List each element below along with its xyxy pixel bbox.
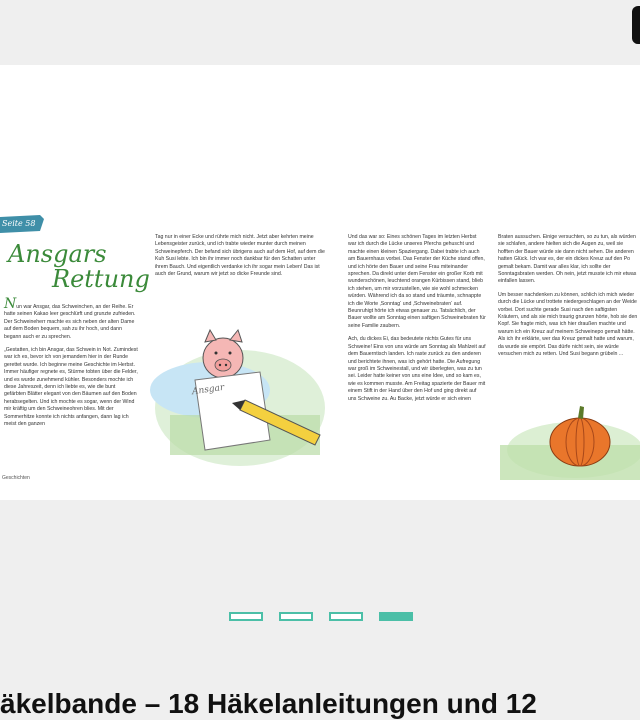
page-badge-label: Seite 58 bbox=[2, 219, 36, 228]
story-title-line1: Ansgars bbox=[8, 240, 107, 268]
carousel-dot-1[interactable] bbox=[229, 612, 263, 621]
col4-paragraph-1: Braten aussuchen. Einige versuchten, so zu tun, als würden sie schlafen, andere hielten sich die Augen zu, weil sie hofften der Bauer würde sie dann nicht sehen. Die anderen hatten Glück. Ich war es, der ein dickes Kreuz auf den Po gemalt bekam. Damit war alles klar, ich sollte der Sonntagsbraten werden. Oh nein, jetzt musste ich mir etwas einfallen lassen. bbox=[498, 234, 637, 285]
window-corner bbox=[632, 6, 640, 44]
col1-paragraph-2: „Gestatten, ich bin Ansgar, das Schwein in Not. Zumindest war ich es, bevor ich von jemandem hier in der Runde gerettet wurde. Ich beginne meine Geschichte im Herbst. Immer häufiger regnete es, Stürme tobten über die Felder, und es wurde zunehmend kühler. Besonders mochte ich diese Jahreszeit, denn ich liebte es, wie die bunt gefärbten Blätter elegant von den Bäumen auf den Boden herabsegelten. Und ich mochte es sogar, wenn der Wind mir kräftig um den Schweineohren blies. Mit der Sommerhitze konnte ich nichts anfangen, dann lag ich meist den ganzen bbox=[4, 347, 138, 428]
text-column-4 bbox=[498, 234, 638, 365]
story-title-line2: Rettung bbox=[52, 265, 150, 293]
pig-illustration bbox=[150, 320, 330, 470]
col2-paragraph-1: Tag nur in einer Ecke und rührte mich nicht. Jetzt aber kehrten meine Lebensgeister zurück, und ich trabte wieder munter durch meinen Schweinepferch. Der befand sich übrigens auch auf dem Hof, auf dem die Kuh Susi lebte. Ich bin ihr immer noch dankbar für den Schatten unter ihrem Bauch. Und eigentlich verdanke ich ihr sogar mein Leben! Das ist auch der Grund, warum wir jetzt so dicke Freunde sind. bbox=[155, 234, 325, 278]
product-title: äkelbande – 18 Häkelanleitungen und 12 bbox=[0, 688, 537, 719]
text-column-1 bbox=[4, 296, 138, 435]
carousel-dot-3[interactable] bbox=[329, 612, 363, 621]
book-spread-image[interactable] bbox=[0, 65, 640, 500]
paper-handwriting: Ansgar bbox=[191, 382, 225, 398]
page-footer-note: Geschichten bbox=[2, 475, 30, 481]
col3-paragraph-2: Ach, du dickes Ei, das bedeutete nichts Gutes für uns Schweine! Eins von uns würde am Sonntag als Mahlzeit auf dem Bauerntisch landen. Ich raste zurück zu den anderen und berichtete ihnen, was ich gehört hatte. Die Aufregung war groß im Schweinestall, und wir überlegten, was zu tun sei. Leider hatte keiner von uns eine Idee, und so kam es, wie es kommen musste. Am Freitag spazierte der Bauer mit einem Stift in der Hand über den Hof und ging direkt auf uns Schweine zu. Au Backe, jetzt würde er sich einen bbox=[348, 336, 486, 402]
dropcap: N bbox=[4, 296, 17, 312]
carousel-dot-2[interactable] bbox=[279, 612, 313, 621]
col4-paragraph-2: Um besser nachdenken zu können, schlich ich mich wieder durch die Lücke und trottete niedergeschlagen an der Weide vorbei. Dort suchte gerade Susi nach den saftigsten Kräutern, und als sie mich traurig grunzen hörte, hob sie den Kopf. Sie fragte mich, was ich hier draußen machte und warum ich ein Kreuz auf meinem Schweinepo gemalt hätte. Als ich ihr erklärte, wer das Kreuz gemalt hatte und warum, da wurde sie empört. Das dürfe nicht sein, sie würde versuchen mich zu retten. Und Susi begann grübeln ... bbox=[498, 291, 638, 358]
text-column-2 bbox=[155, 234, 325, 284]
col1-paragraph-1: un war Ansgar, das Schweinchen, an der Reihe. Er hatte seinen Kakao leer geschlürft und grunzte zufrieden. Der Schweineherr machte es sich neben der alten Dame auf dem Boden bequem, sah zu ihr hoch, und dann begann auch er zu sprechen. bbox=[4, 304, 136, 340]
carousel-indicators bbox=[229, 612, 413, 621]
text-column-3 bbox=[348, 234, 486, 409]
carousel-dot-4[interactable] bbox=[379, 612, 413, 621]
col3-paragraph-1: Und das war so: Eines schönen Tages im letzten Herbst war ich durch die Lücke unseres Pferchs gehuscht und machte einen kleinen Spaziergang. Dabei trabte ich auch am Bauernhaus vorbei. Das Fenster der Küche stand offen, und ich hörte den Bauer und seine Frau miteinander sprechen. Da direkt unter dem Fenster ein großer Korb mit wunderschönen, leuchtend orangen Kürbissen stand, blieb ich stehen, um mir vorzustellen, wie sie wohl schmecken würden. Während ich da so stand und träumte, schnappte ich die Worte ‚Sonntag‘ und ‚Schweinebraten‘ auf. Beunruhigt hörte ich etwas genauer zu. Tatsächlich, der Bauer wollte am Sonntag einen saftigen Schweinebraten für seine Familie zaubern. bbox=[348, 234, 486, 329]
pumpkin-illustration bbox=[500, 390, 640, 480]
